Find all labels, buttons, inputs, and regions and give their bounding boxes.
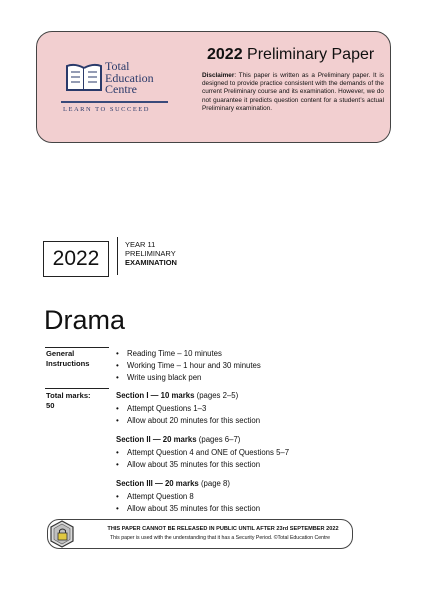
- security-footer: [47, 519, 353, 549]
- exam-type-line: PRELIMINARY: [125, 249, 176, 258]
- list-item: • Reading Time – 10 minutes: [116, 348, 261, 360]
- subject-title: Drama: [44, 305, 126, 335]
- disclaimer-text: : This paper is written as a Preliminary paper. It is designed to provide practice consistent with the demands of the current Preliminary course and its examination. However, we do not guarantee it predicts question content for a student’s actual Preliminary examination.: [202, 72, 384, 112]
- section-2-heading: [116, 435, 240, 444]
- section-1-pages: (pages 2–5): [196, 391, 239, 400]
- header-banner: [36, 31, 391, 143]
- book-icon: [63, 60, 107, 92]
- gi-label-line-2: Instructions: [46, 359, 90, 368]
- section-1-list: [116, 403, 260, 427]
- list-item: • Attempt Questions 1–3: [116, 403, 260, 415]
- logo-line-2: Education: [105, 70, 154, 85]
- section-2-title: Section II — 20 marks: [116, 435, 197, 444]
- marks-rule: [45, 388, 109, 389]
- total-marks-label: [46, 391, 91, 411]
- exam-info: [125, 240, 177, 267]
- section-1-heading: [116, 391, 238, 400]
- logo-wordmark: [105, 61, 154, 96]
- list-item: • Allow about 35 minutes for this section: [116, 459, 289, 471]
- section-1-title: Section I — 10 marks: [116, 391, 195, 400]
- section-3-heading: [116, 479, 230, 488]
- paper-year: 2022: [207, 46, 243, 63]
- security-seal-icon: [48, 520, 76, 548]
- exam-divider: [117, 237, 118, 275]
- logo-line-1: Total: [105, 59, 130, 73]
- gi-label-line-1: General: [46, 349, 75, 358]
- tm-label-line-1: Total marks:: [46, 391, 91, 400]
- exam-kind: EXAMINATION: [125, 258, 177, 267]
- section-3-pages: (page 8): [200, 479, 230, 488]
- list-item: • Allow about 20 minutes for this section: [116, 415, 260, 427]
- paper-title: [207, 46, 374, 64]
- logo-line-3: Centre: [105, 82, 137, 96]
- disclaimer-label: Disclaimer: [202, 72, 235, 79]
- general-instructions-label: [46, 349, 89, 369]
- list-item: • Attempt Question 4 and ONE of Questions 5–7: [116, 447, 289, 459]
- footer-release-notice: THIS PAPER CANNOT BE RELEASED IN PUBLIC UNTIL AFTER 23rd SEPTEMBER 2022: [107, 526, 339, 532]
- logo-tagline: LEARN TO SUCCEED: [63, 106, 150, 113]
- section-3-list: [116, 491, 260, 515]
- disclaimer: [202, 72, 384, 113]
- section-2-pages: (pages 6–7): [198, 435, 241, 444]
- paper-type: Preliminary Paper: [247, 46, 375, 63]
- section-2-list: [116, 447, 289, 471]
- footer-security-notice: This paper is used with the understanding that it has a Security Period. ©Total Education Centre: [109, 535, 331, 541]
- instructions-rule: [45, 347, 109, 348]
- exam-year-box: 2022: [43, 241, 109, 277]
- list-item: • Allow about 35 minutes for this section: [116, 503, 260, 515]
- list-item: • Working Time – 1 hour and 30 minutes: [116, 360, 261, 372]
- tec-logo: [61, 56, 171, 136]
- exam-year-level: YEAR 11: [125, 240, 156, 249]
- logo-divider: [61, 101, 168, 103]
- list-item: • Write using black pen: [116, 372, 261, 384]
- list-item: • Attempt Question 8: [116, 491, 260, 503]
- general-instructions-list: [116, 348, 261, 384]
- tm-label-line-2: 50: [46, 401, 55, 410]
- section-3-title: Section III — 20 marks: [116, 479, 199, 488]
